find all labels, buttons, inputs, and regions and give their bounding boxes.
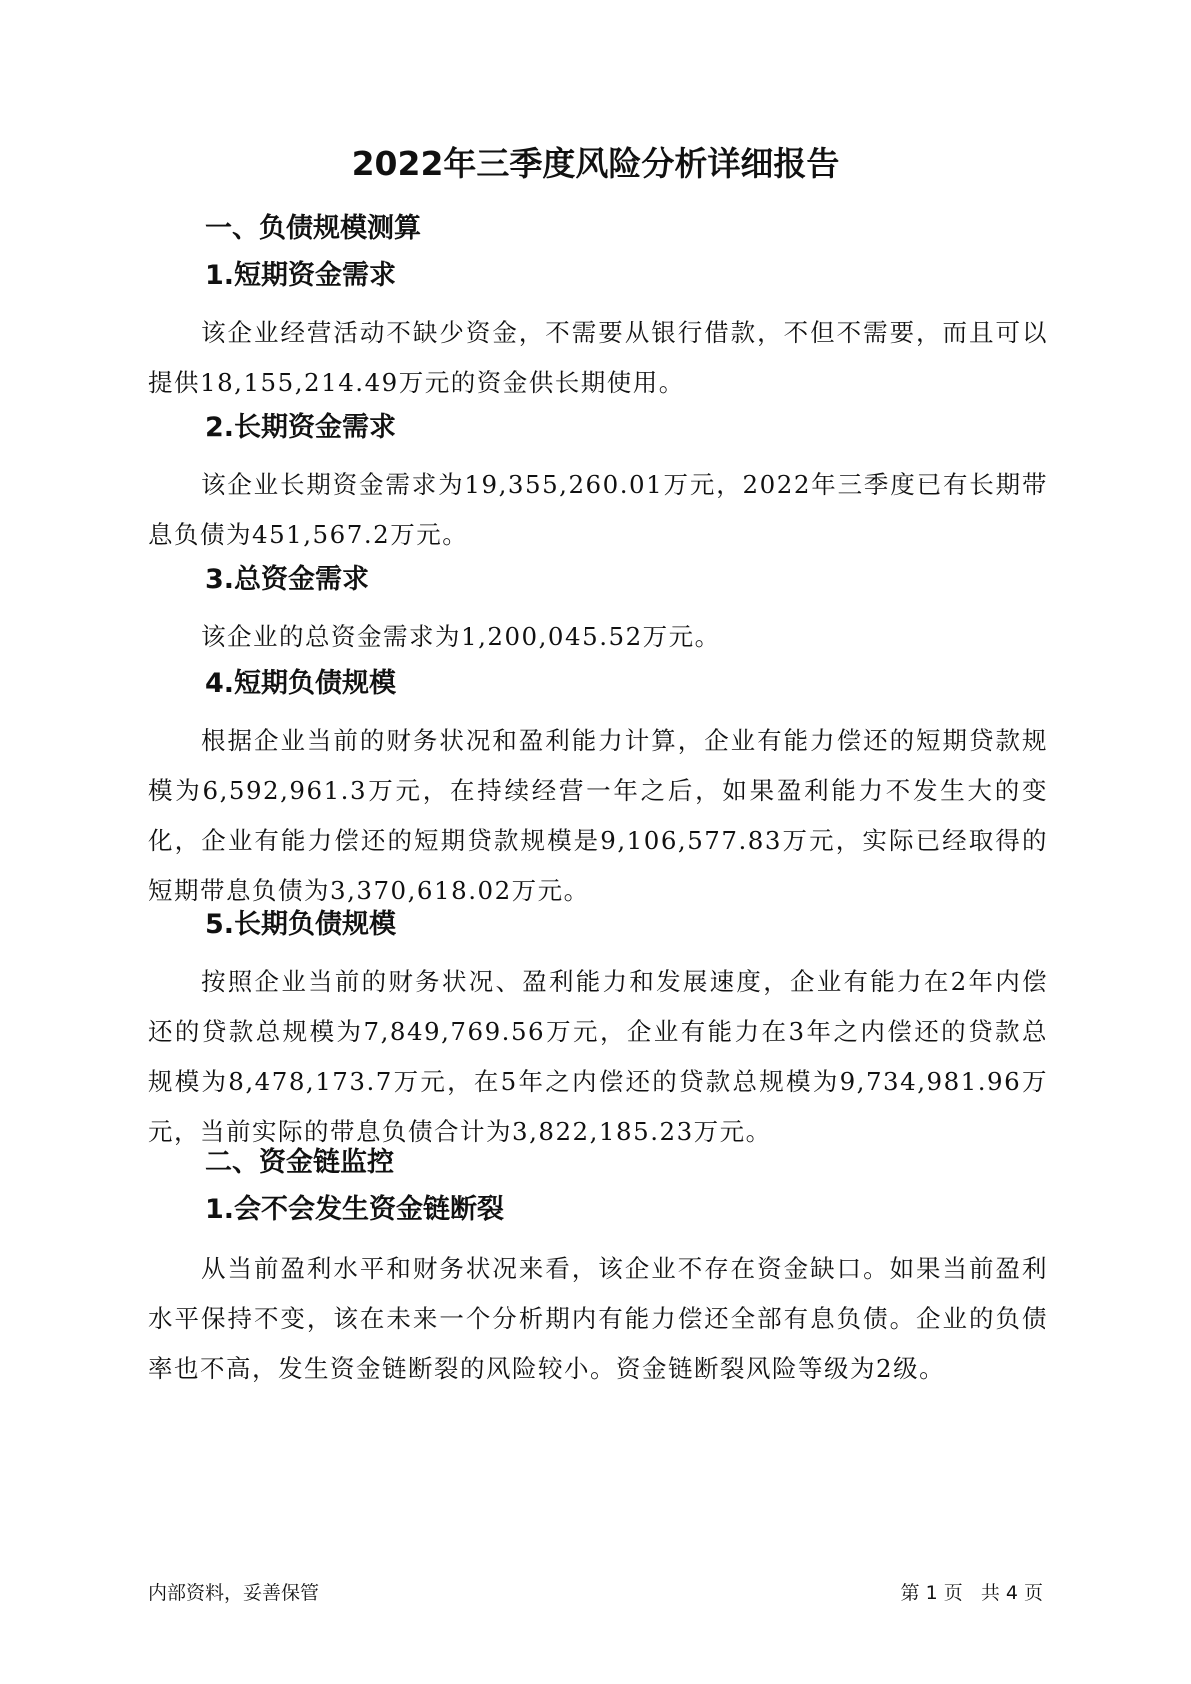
footer-confidential-note: 内部资料，妥善保管 [148, 1582, 320, 1604]
subsection-heading-short-term-debt: 4.短期负债规模 [205, 668, 397, 699]
footer-page-number: 第 1 页 共 4 页 [900, 1582, 1043, 1604]
page-title: 2022年三季度风险分析详细报告 [351, 144, 840, 183]
paragraph-long-term-debt: 按照企业当前的财务状况、盈利能力和发展速度，企业有能力在2年内偿还的贷款总规模为7,849,769.56万元，企业有能力在3年之内偿还的贷款总规模为8,478,173.7万元，在5年之内偿还的贷款总规模为9,734,981.96万元，当前实际的带息负债合计为3,822,185.23万元。 [148, 967, 1048, 1146]
section-heading-debt-scale: 一、负债规模测算 [205, 213, 421, 244]
subsection-heading-total-funds: 3.总资金需求 [205, 564, 370, 595]
paragraph-total-funds: 该企业的总资金需求为1,200,045.52万元。 [201, 622, 721, 651]
subsection-heading-long-term-debt: 5.长期负债规模 [205, 909, 397, 940]
paragraph-short-term-funds: 该企业经营活动不缺少资金，不需要从银行借款，不但不需要，而且可以提供18,155,214.49万元的资金供长期使用。 [148, 318, 1048, 397]
subsection-heading-capital-chain-break: 1.会不会发生资金链断裂 [205, 1194, 505, 1225]
subsection-heading-short-term-funds: 1.短期资金需求 [205, 260, 397, 291]
paragraph-short-term-debt: 根据企业当前的财务状况和盈利能力计算，企业有能力偿还的短期贷款规模为6,592,961.3万元，在持续经营一年之后，如果盈利能力不发生大的变化，企业有能力偿还的短期贷款规模是9,106,577.83万元，实际已经取得的短期带息负债为3,370,618.02万元。 [148, 726, 1048, 905]
paragraph-long-term-funds: 该企业长期资金需求为19,355,260.01万元，2022年三季度已有长期带息负债为451,567.2万元。 [148, 470, 1048, 549]
section-heading-capital-chain: 二、资金链监控 [205, 1147, 394, 1178]
paragraph-capital-chain-break: 从当前盈利水平和财务状况来看，该企业不存在资金缺口。如果当前盈利水平保持不变，该在未来一个分析期内有能力偿还全部有息负债。企业的负债率也不高，发生资金链断裂的风险较小。资金链断裂风险等级为2级。 [148, 1254, 1048, 1383]
subsection-heading-long-term-funds: 2.长期资金需求 [205, 412, 397, 443]
